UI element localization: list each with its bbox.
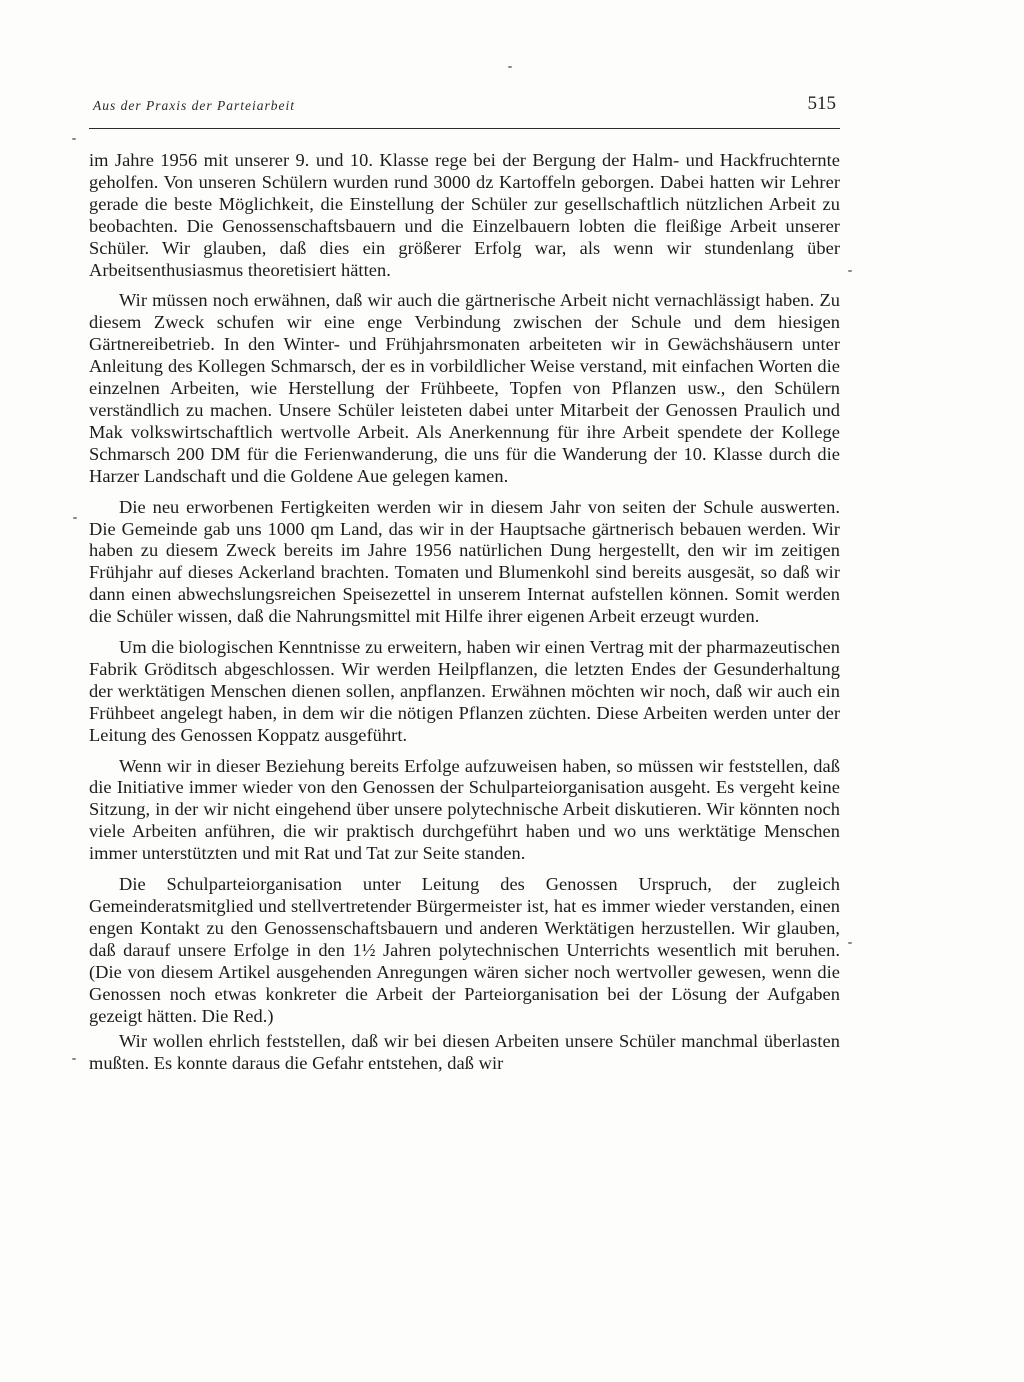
scan-speck	[508, 66, 512, 68]
paragraph-5: Wenn wir in dieser Beziehung bereits Erfolge aufzuweisen haben, so müssen wir feststellen, daß die Initiative immer wieder von den Genossen der Schulparteiorganisation ausgeht. Es vergeht keine Sitzung, in der wir nicht eingehend über unsere polytechnische Arbeit diskutieren. Wir könnten noch viele Arbeiten anführen, die wir praktisch durchgeführt haben und wo uns werktätige Menschen immer unterstützten und mit Rat und Tat zur Seite standen.	[89, 755, 840, 864]
body-text	[89, 150, 840, 1084]
page-number: 515	[807, 93, 836, 114]
paragraph-6: Die Schulparteiorganisation unter Leitung des Genossen Urspruch, der zugleich Gemeinderatsmitglied und stellvertretender Bürgermeister ist, hat es immer wieder verstanden, einen engen Kontakt zu den Genossenschaftsbauern und anderen Werktätigen herzustellen. Wir glauben, daß darauf unsere Erfolge in den 1½ Jahren polytechnischen Unterrichts wesentlich mit beruhen. (Die von diesem Artikel ausgehenden Anregungen wären sicher noch wertvoller gewesen, wenn die Genossen noch etwas konkreter die Arbeit der Parteiorganisation bei der Lösung der Aufgaben gezeigt hätten. Die Red.)	[89, 874, 840, 1026]
paragraph-4: Um die biologischen Kenntnisse zu erweitern, haben wir einen Vertrag mit der pharmazeutischen Fabrik Gröditsch abgeschlossen. Wir werden Heilpflanzen, die letzten Endes der Gesunderhaltung der werktätigen Menschen dienen sollen, anpflanzen. Erwähnen möchten wir noch, daß wir auch ein Frühbeet angelegt haben, in dem wir die nötigen Pflanzen züchten. Diese Arbeiten werden unter der Leitung des Genossen Koppatz ausgeführt.	[89, 637, 840, 745]
scan-speck	[848, 942, 852, 944]
running-title: Aus der Praxis der Parteiarbeit	[93, 98, 295, 113]
paragraph-2: Wir müssen noch erwähnen, daß wir auch die gärtnerische Arbeit nicht vernachlässigt haben. Zu diesem Zweck schufen wir eine enge Verbindung zwischen der Schule und dem hiesigen Gärtnereibetrieb. In den Winter- und Frühjahrsmonaten arbeiteten wir in Gewächshäusern unter Anleitung des Kollegen Schmarsch, der es in vorbildlicher Weise verstand, mit einfachen Worten die einzelnen Arbeiten, wie Herstellung der Frühbeete, Topfen von Pflanzen usw., den Schülern verständlich zu machen. Unsere Schüler leisteten dabei unter Mitarbeit der Genossen Praulich und Mak volkswirtschaftlich wertvolle Arbeit. Als Anerkennung für ihre Arbeit spendete der Kollege Schmarsch 200 DM für die Ferienwanderung, die uns für die Wanderung der 10. Klasse durch die Harzer Landschaft und die Goldene Aue gelegen kamen.	[89, 290, 840, 486]
scan-speck	[72, 138, 76, 140]
scan-speck	[73, 517, 77, 519]
paragraph-7: Wir wollen ehrlich feststellen, daß wir bei diesen Arbeiten unsere Schüler manchmal überlasten mußten. Es konnte daraus die Gefahr entstehen, daß wir	[89, 1031, 840, 1074]
paragraph-1: im Jahre 1956 mit unserer 9. und 10. Klasse rege bei der Bergung der Halm- und Hackfruchternte geholfen. Von unseren Schülern wurden rund 3000 dz Kartoffeln geborgen. Dabei hatten wir Lehrer gerade die beste Möglichkeit, die Einstellung der Schüler zur gesellschaftlich nützlichen Arbeit zu beobachten. Die Genossenschaftsbauern und die Einzelbauern lobten die fleißige Arbeit unserer Schüler. Wir glauben, daß dies ein größerer Erfolg war, als wenn wir stundenlang über Arbeitsenthusiasmus theoretisiert hätten.	[89, 150, 840, 280]
paragraph-3: Die neu erworbenen Fertigkeiten werden wir in diesem Jahr von seiten der Schule auswerten. Die Gemeinde gab uns 1000 qm Land, das wir in der Hauptsache gärtnerisch bebauen werden. Wir haben zu diesem Zweck bereits im Jahre 1956 natürlichen Dung hergestellt, den wir im zeitigen Frühjahr auf dieses Ackerland brachten. Tomaten und Blumenkohl sind bereits ausgesät, so daß wir dann einen abwechslungsreichen Speisezettel in unserem Internat aufstellen können. Somit werden die Schüler wissen, daß die Nahrungsmittel mit Hilfe ihrer eigenen Arbeit erzeugt wurden.	[89, 496, 840, 627]
scan-speck	[72, 1058, 76, 1060]
scan-speck	[848, 270, 852, 272]
page-header	[89, 92, 840, 129]
